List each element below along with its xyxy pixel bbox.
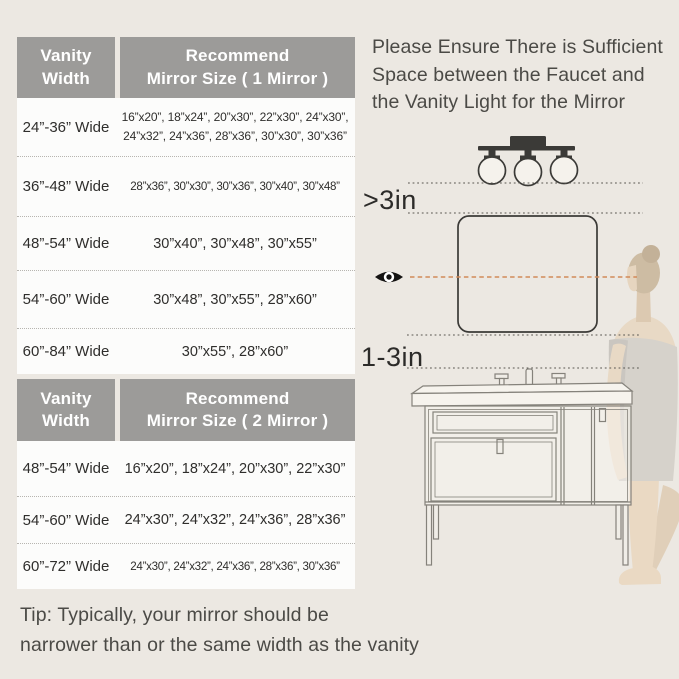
guidance-title-line2: Space between the Faucet and: [372, 63, 645, 86]
table-row: [17, 441, 355, 496]
table-row: [17, 270, 355, 328]
tip-line1: Tip: Typically, your mirror should be: [20, 604, 329, 626]
tip-line2: narrower than or the same width as the vanity: [20, 634, 420, 656]
light-mount: [510, 136, 546, 150]
mirror-size-2-header-line2: Mirror Size ( 2 Mirror ): [146, 411, 329, 430]
person-foot: [619, 566, 661, 585]
table-row: [17, 216, 355, 270]
mirror-size-1-header-line2: Mirror Size ( 1 Mirror ): [146, 68, 329, 88]
faucet-handle-right: [552, 374, 565, 379]
cabinet-leg: [427, 505, 432, 565]
eye-pupil: [386, 274, 391, 279]
mirror-size-2-header-line1: Recommend: [185, 388, 290, 408]
vanity-width-cell: 54”-60” Wide: [22, 291, 110, 308]
cabinet-leg: [434, 505, 439, 539]
cabinet-leg: [623, 505, 628, 565]
vanity-width-cell: 48”-54” Wide: [22, 460, 110, 477]
vanity-width-cell: 60”-72” Wide: [22, 558, 110, 575]
person-hair-bun: [642, 245, 660, 263]
light-globe: [515, 159, 542, 186]
vanity-width-header: [17, 37, 115, 98]
mirror-sizes-cell: 24”x30”, 24”x32”, 24”x36”, 28”x36”: [124, 512, 346, 528]
mirror-sizes-line2: 24”x32”, 24”x36”, 28”x36”, 30”x30”, 30”x36”: [123, 129, 347, 143]
table-row: [17, 328, 355, 374]
table-row: [17, 543, 355, 589]
mirror-outline: [458, 216, 597, 332]
vanity-spacing-illustration: [360, 125, 679, 600]
mirror-sizes-line1: 16”x20”, 18”x24”, 20”x30”, 22”x30”, 24”x30”,: [121, 110, 349, 125]
mirror-sizes-cell: 16”x20”, 18”x24”, 20”x30”, 22”x30”: [124, 460, 346, 477]
table-row: [17, 496, 355, 543]
person-face: [627, 265, 637, 291]
vanity-width-cell: 36”-48” Wide: [22, 178, 110, 195]
mirror-size-1-header: [120, 37, 355, 98]
mirror-size-table-1-body: [17, 98, 355, 374]
vanity-cabinet: [412, 383, 632, 565]
vanity-width-cell: 60”-84” Wide: [22, 343, 110, 360]
faucet-handle-left: [495, 374, 508, 379]
vanity-width-cell: 54”-60” Wide: [22, 511, 110, 529]
tip-text: [20, 600, 419, 660]
light-globe: [479, 157, 506, 184]
mirror-sizes-cell: 30”x55”, 28”x60”: [181, 343, 289, 360]
cabinet-leg: [616, 505, 621, 539]
vanity-width-header-label: Vanity Width: [40, 388, 92, 430]
mirror-size-2-header: [120, 379, 355, 441]
mirror-sizes-cell: 30”x48”, 30”x55”, 28”x60”: [153, 291, 317, 308]
vanity-width-cell: 24”-36” Wide: [22, 118, 110, 136]
mirror-size-1-header-line1: Recommend: [185, 46, 290, 66]
person-neck: [636, 289, 651, 322]
mirror-sizes-cell: 28”x36”, 30”x30”, 30”x36”, 30”x40”, 30”x48”: [130, 180, 340, 193]
mirror-size-tables: [17, 37, 355, 589]
mirror-size-table-2-body: [17, 441, 355, 589]
guidance-title-line3: the Vanity Light for the Mirror: [372, 91, 626, 113]
mirror-size-table-2-header: [17, 379, 355, 441]
guidance-title-line1: Please Ensure There is Sufficient: [372, 36, 663, 58]
table-row: [17, 156, 355, 216]
mirror-sizes-cell: 24”x30”, 24”x32”, 24”x36”, 28”x36”, 30”x36”: [130, 560, 340, 573]
eye-icon: [375, 272, 403, 283]
mirror-sizes-cell: 30”x40”, 30”x48”, 30”x55”: [153, 235, 317, 252]
table-row: [17, 98, 355, 156]
vanity-light-icon: [478, 136, 578, 186]
light-globe: [551, 157, 578, 184]
countertop-edge: [412, 391, 632, 406]
vanity-width-cell: 48”-54” Wide: [22, 235, 110, 252]
top-gap-label: >3in: [363, 185, 417, 215]
mirror-size-table-1-header: [17, 37, 355, 98]
bottom-gap-label: 1-3in: [361, 342, 424, 372]
vanity-width-header: [17, 379, 115, 441]
vanity-width-header-label: Vanity Width: [40, 46, 92, 88]
guidance-title: [372, 34, 663, 117]
mirror-sizes-cell: [115, 108, 355, 145]
